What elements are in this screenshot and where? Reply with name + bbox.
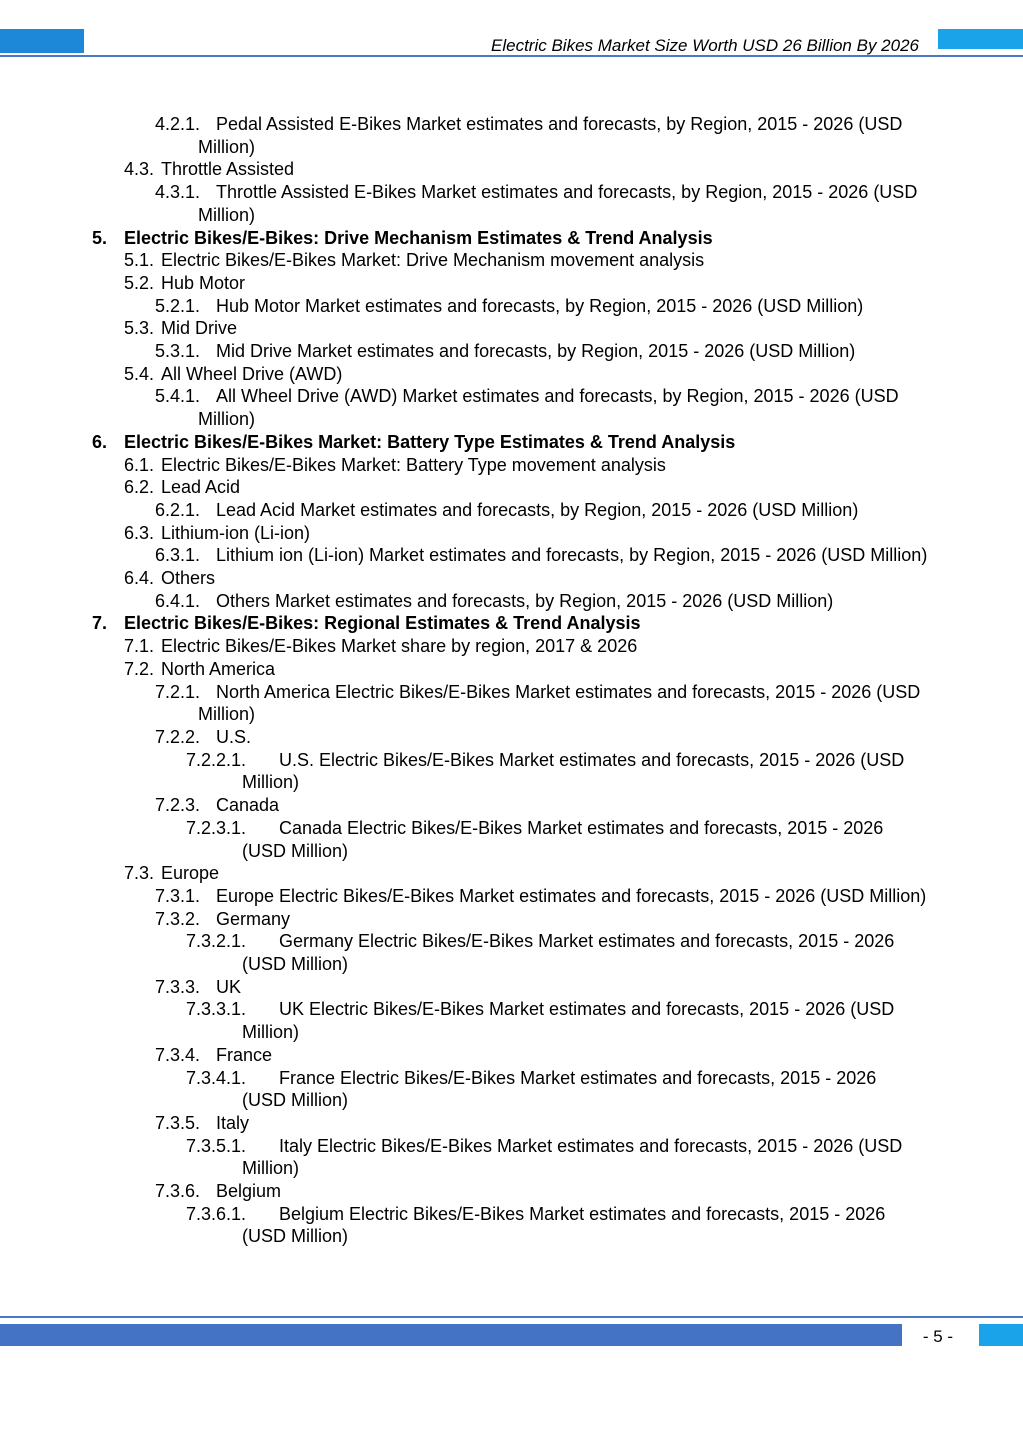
toc-entry xyxy=(0,817,1023,862)
toc-entry-text: Germany xyxy=(216,908,291,929)
toc-entry xyxy=(0,1180,1023,1203)
toc-entry xyxy=(0,1044,1023,1067)
toc-entry-number: 5.2. xyxy=(124,272,155,293)
toc-entry xyxy=(0,976,1023,999)
toc-entry xyxy=(0,431,1023,454)
toc-entry xyxy=(0,113,1023,158)
toc-entry-number: 7.2. xyxy=(124,658,155,679)
footer-rule xyxy=(0,1316,1023,1318)
toc-entry xyxy=(0,363,1023,386)
table-of-contents xyxy=(0,113,1023,1248)
toc-entry xyxy=(0,635,1023,658)
toc-entry xyxy=(0,658,1023,681)
toc-entry xyxy=(0,181,1023,226)
toc-entry-number: 7.3.2. xyxy=(155,908,201,929)
toc-entry xyxy=(0,295,1023,318)
toc-entry-text: Italy Electric Bikes/E-Bikes Market estimates and forecasts, 2015 - 2026 (USD Million) xyxy=(242,1135,903,1179)
toc-entry-number: 7.2.3.1. xyxy=(186,817,247,838)
toc-entry-number: 7.3.4.1. xyxy=(186,1067,247,1088)
toc-entry-text: Canada Electric Bikes/E-Bikes Market estimates and forecasts, 2015 - 2026 (USD Million) xyxy=(242,817,884,861)
toc-entry xyxy=(0,885,1023,908)
toc-entry xyxy=(0,340,1023,363)
toc-entry-text: UK xyxy=(216,976,242,997)
toc-entry-text: Hub Motor xyxy=(161,272,246,293)
toc-entry xyxy=(0,476,1023,499)
toc-entry-number: 6.2.1. xyxy=(155,499,201,520)
toc-entry xyxy=(0,908,1023,931)
toc-entry xyxy=(0,590,1023,613)
toc-entry-number: 5.4.1. xyxy=(155,386,201,407)
header-title: Electric Bikes Market Size Worth USD 26 Billion By 2026 xyxy=(491,36,919,55)
toc-entry-number: 5.1. xyxy=(124,250,155,271)
toc-entry-text: North America xyxy=(161,658,276,679)
header-accent-block xyxy=(0,29,84,53)
toc-entry-number: 4.3.1. xyxy=(155,182,201,203)
toc-entry-number: 5.4. xyxy=(124,363,155,384)
toc-entry-number: 6.4.1. xyxy=(155,590,201,611)
toc-entry xyxy=(0,567,1023,590)
toc-entry-number: 6.3. xyxy=(124,522,155,543)
toc-entry xyxy=(0,862,1023,885)
toc-entry-number: 7.2.1. xyxy=(155,681,201,702)
toc-entry-text: Throttle Assisted xyxy=(161,159,295,180)
toc-entry-number: 6.1. xyxy=(124,454,155,475)
toc-entry-number: 6.4. xyxy=(124,568,155,589)
toc-entry-text: Lithium-ion (Li-ion) xyxy=(161,522,311,543)
toc-entry-text: Lead Acid xyxy=(161,477,241,498)
toc-entry-number: 6. xyxy=(92,431,108,452)
toc-entry-number: 7.3.1. xyxy=(155,885,201,906)
toc-entry-number: 7.3.4. xyxy=(155,1044,201,1065)
header-accent-block-right xyxy=(938,29,1023,49)
toc-entry-text: U.S. xyxy=(216,726,252,747)
toc-entry xyxy=(0,681,1023,726)
toc-entry xyxy=(0,227,1023,250)
toc-entry xyxy=(0,1135,1023,1180)
toc-entry-number: 7.3.5.1. xyxy=(186,1135,247,1156)
toc-entry xyxy=(0,612,1023,635)
toc-entry-number: 4.2.1. xyxy=(155,114,201,134)
toc-entry-number: 6.3.1. xyxy=(155,545,201,566)
footer-bar xyxy=(0,1324,902,1346)
toc-entry-text: Mid Drive xyxy=(161,318,238,339)
toc-entry-text: Electric Bikes/E-Bikes: Regional Estimates & Trend Analysis xyxy=(124,613,641,634)
toc-entry-text: Electric Bikes/E-Bikes Market: Battery Type Estimates & Trend Analysis xyxy=(124,431,736,452)
toc-entry xyxy=(0,1067,1023,1112)
toc-entry-number: 7.2.3. xyxy=(155,795,201,816)
toc-entry-text: Lithium ion (Li-ion) Market estimates and forecasts, by Region, 2015 - 2026 (USD Million) xyxy=(216,545,928,566)
toc-entry xyxy=(0,158,1023,181)
toc-entry-text: Electric Bikes/E-Bikes Market: Battery Type movement analysis xyxy=(161,454,666,475)
toc-entry-text: Europe xyxy=(161,863,220,884)
toc-entry-number: 7.3.5. xyxy=(155,1112,201,1133)
toc-entry-text: Europe Electric Bikes/E-Bikes Market estimates and forecasts, 2015 - 2026 (USD Million) xyxy=(216,885,927,906)
toc-entry-text: Mid Drive Market estimates and forecasts, by Region, 2015 - 2026 (USD Million) xyxy=(216,341,856,362)
toc-entry-text: All Wheel Drive (AWD) Market estimates and forecasts, by Region, 2015 - 2026 (USD Million) xyxy=(198,386,899,430)
toc-entry xyxy=(0,522,1023,545)
toc-entry xyxy=(0,454,1023,477)
toc-entry-text: Throttle Assisted E-Bikes Market estimates and forecasts, by Region, 2015 - 2026 (USD Million) xyxy=(198,182,918,225)
toc-entry-text: U.S. Electric Bikes/E-Bikes Market estimates and forecasts, 2015 - 2026 (USD Million) xyxy=(242,749,905,793)
toc-entry-number: 7.3.6.1. xyxy=(186,1203,247,1224)
toc-entry xyxy=(0,749,1023,794)
toc-entry-number: 5.2.1. xyxy=(155,295,201,316)
toc-entry-number: 7.3.3.1. xyxy=(186,999,247,1020)
toc-entry-number: 7.3. xyxy=(124,863,155,884)
toc-entry-number: 5. xyxy=(92,227,108,248)
toc-entry-number: 7.2.2. xyxy=(155,726,201,747)
toc-entry-text: Belgium Electric Bikes/E-Bikes Market estimates and forecasts, 2015 - 2026 (USD Million) xyxy=(242,1203,886,1247)
toc-entry xyxy=(0,544,1023,567)
toc-entry-number: 7. xyxy=(92,613,108,634)
toc-entry-number: 6.2. xyxy=(124,477,155,498)
toc-entry-text: Germany Electric Bikes/E-Bikes Market estimates and forecasts, 2015 - 2026 (USD Million) xyxy=(242,931,895,975)
toc-entry-text: Others xyxy=(161,568,216,589)
toc-entry xyxy=(0,249,1023,272)
toc-entry-text: Electric Bikes/E-Bikes Market: Drive Mechanism movement analysis xyxy=(161,250,705,271)
toc-entry xyxy=(0,385,1023,430)
toc-entry-text: Belgium xyxy=(216,1181,282,1202)
header-rule xyxy=(0,55,1023,57)
toc-entry xyxy=(0,317,1023,340)
toc-entry-text: Hub Motor Market estimates and forecasts, by Region, 2015 - 2026 (USD Million) xyxy=(216,295,864,316)
toc-entry-number: 7.3.6. xyxy=(155,1181,201,1202)
toc-entry-number: 5.3.1. xyxy=(155,341,201,362)
page-number: - 5 - xyxy=(922,1327,954,1346)
toc-entry-number: 5.3. xyxy=(124,318,155,339)
toc-entry-number: 7.2.2.1. xyxy=(186,749,247,770)
toc-entry-text: Others Market estimates and forecasts, by Region, 2015 - 2026 (USD Million) xyxy=(216,590,834,611)
toc-entry-text: North America Electric Bikes/E-Bikes Market estimates and forecasts, 2015 - 2026 (USD Million) xyxy=(198,681,921,725)
toc-entry-text: Electric Bikes/E-Bikes Market share by region, 2017 & 2026 xyxy=(161,636,638,657)
toc-entry xyxy=(0,998,1023,1043)
footer-accent-block xyxy=(979,1324,1023,1346)
toc-entry-text: France xyxy=(216,1044,273,1065)
toc-entry-text: Lead Acid Market estimates and forecasts, by Region, 2015 - 2026 (USD Million) xyxy=(216,499,859,520)
toc-entry-number: 7.3.3. xyxy=(155,976,201,997)
toc-entry-text: Canada xyxy=(216,795,280,816)
toc-entry-number: 4.3. xyxy=(124,159,155,180)
toc-entry-text: UK Electric Bikes/E-Bikes Market estimates and forecasts, 2015 - 2026 (USD Million) xyxy=(242,999,895,1043)
toc-entry-text: All Wheel Drive (AWD) xyxy=(161,363,343,384)
toc-entry xyxy=(0,726,1023,749)
toc-entry-text: France Electric Bikes/E-Bikes Market estimates and forecasts, 2015 - 2026 (USD Million) xyxy=(242,1067,877,1111)
toc-entry xyxy=(0,794,1023,817)
toc-entry xyxy=(0,272,1023,295)
toc-entry xyxy=(0,1112,1023,1135)
toc-entry-number: 7.1. xyxy=(124,636,155,657)
toc-entry-text: Electric Bikes/E-Bikes: Drive Mechanism Estimates & Trend Analysis xyxy=(124,227,713,248)
toc-entry xyxy=(0,1203,1023,1248)
toc-entry-text: Pedal Assisted E-Bikes Market estimates and forecasts, by Region, 2015 - 2026 (USD Million) xyxy=(198,114,903,157)
toc-entry xyxy=(0,499,1023,522)
toc-entry-number: 7.3.2.1. xyxy=(186,931,247,952)
toc-entry xyxy=(0,930,1023,975)
toc-entry-text: Italy xyxy=(216,1112,250,1133)
